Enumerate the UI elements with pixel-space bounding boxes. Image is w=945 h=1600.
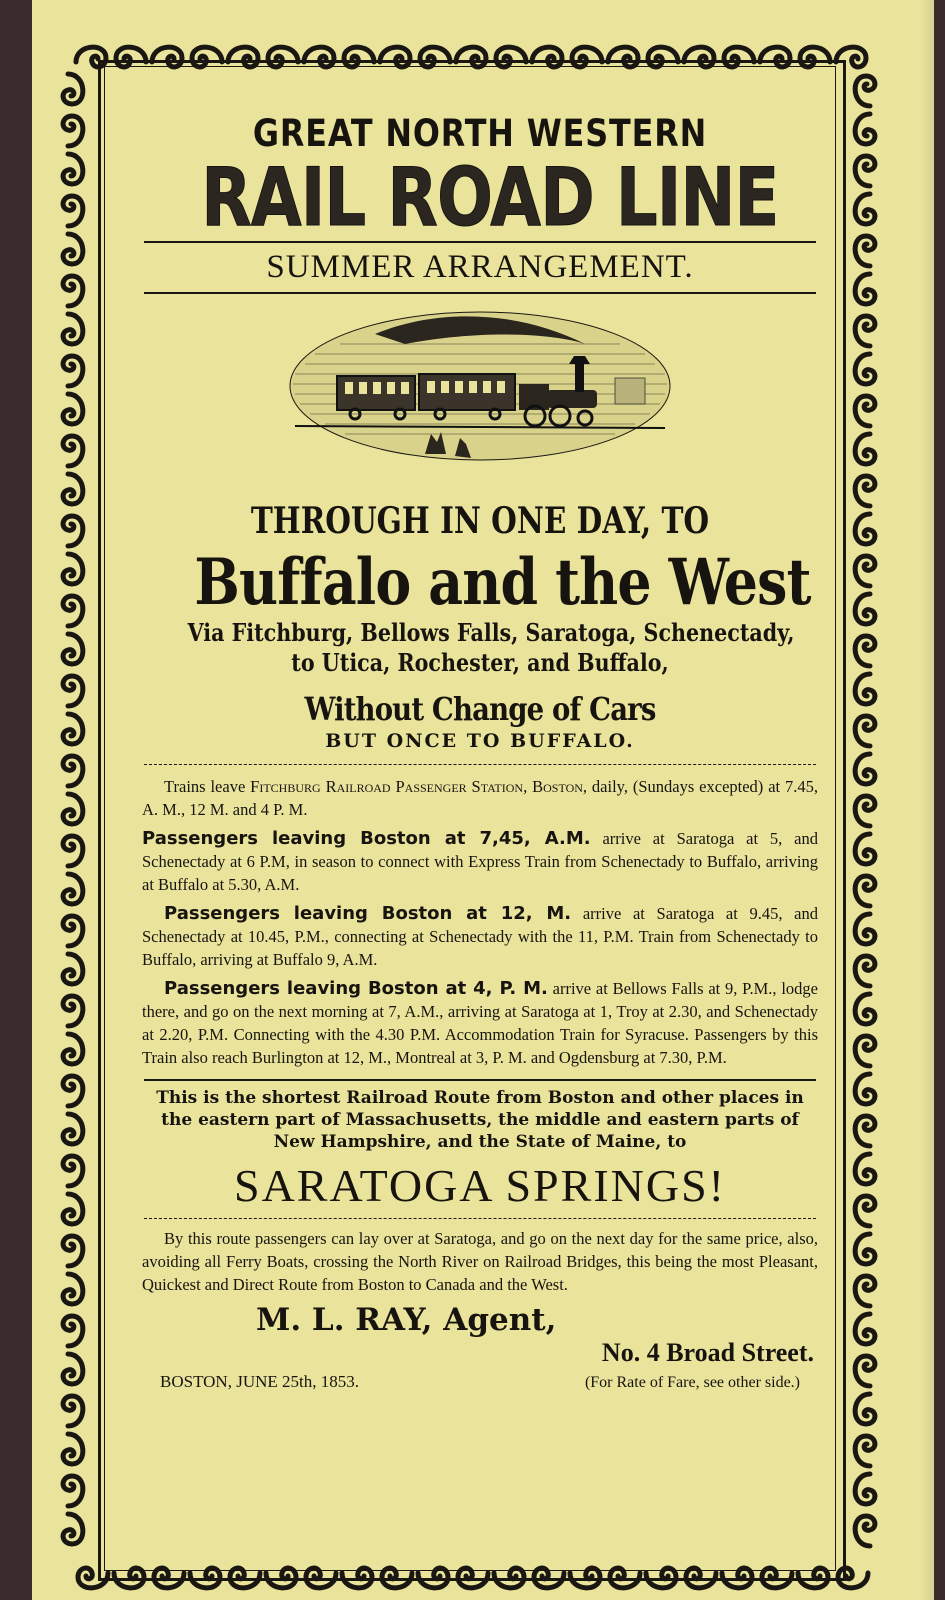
saratoga-springs-title: SARATOGA SPRINGS!: [233, 1160, 726, 1211]
agent-name: M. L. RAY, Agent,: [256, 1302, 557, 1338]
schedule-paragraph-2: Passengers leaving Boston at 7,45, A.M. arrive at Saratoga at 5, and Schenectady at 6 P.M, in season to connect with Express Train from Schenectady to Buffalo, arriving at Buffalo at 5.30, A.M.: [142, 828, 818, 894]
layover-divider: [144, 1218, 816, 1219]
headline-through: THROUGH IN ONE DAY, TO: [250, 500, 710, 542]
poster-content: [140, 100, 820, 1540]
title-divider-bottom: [144, 292, 816, 294]
layover-paragraph: By this route passengers can lay over at Saratoga, and go on the next day for the same price, also, avoiding all Ferry Boats, crossing the North River on Railroad Bridges, this being the most Pleasant, Quickest and Direct Route from Boston to Canada and the West.: [142, 1229, 818, 1294]
locomotive-engraving-icon: [285, 304, 675, 474]
schedule-paragraph-4: Passengers leaving Boston at 4, P. M. arrive at Bellows Falls at 9, P.M., lodge there, and go on the next morning at 7, A.M., arriving at Saratoga at 1, Troy at 2.30, and Schenectady at 2.20, P.M. Connecting with the 4.30 P.M. Accommodation Train for Syracuse. Passengers by this Train also reach Burlington at 12, M., Montreal at 3, P. M. and Ogdensburg at 7.30, P.M.: [142, 978, 818, 1067]
agent-address: No. 4 Broad Street.: [601, 1338, 814, 1367]
route-divider: [144, 1079, 816, 1081]
route-description: This is the shortest Railroad Route from Boston and other places in the eastern part of Massachusetts, the middle and eastern parts of New Hampshire, and the State of Maine, to: [156, 1088, 804, 1152]
headline-buffalo: Buffalo and the West: [194, 545, 811, 620]
poster-footer: [140, 1300, 820, 1390]
title-line-2: RAIL ROAD LINE: [201, 151, 779, 244]
title-line-3: SUMMER ARRANGEMENT.: [266, 249, 694, 285]
without-change-line: Without Change of Cars: [304, 690, 656, 728]
but-once-line: BUT ONCE TO BUFFALO.: [325, 730, 635, 752]
issue-date: BOSTON, JUNE 25th, 1853.: [160, 1372, 359, 1391]
schedule-paragraph-1: Trains leave Fitchburg Railroad Passenger Station, Boston, daily, (Sundays excepted) at 7.45, A. M., 12 M. and 4 P. M.: [142, 777, 818, 819]
schedule-divider: [144, 764, 816, 765]
title-line-1: GREAT NORTH WESTERN: [252, 112, 708, 155]
via-line-2: to Utica, Rochester, and Buffalo,: [291, 648, 669, 677]
schedule-paragraph-3: Passengers leaving Boston at 12, M. arrive at Saratoga at 9.45, and Schenectady at 10.45, P.M., connecting at Schenectady with the 11, P.M. Train from Schenectady to Buffalo, arriving at Buffalo 9, A.M.: [142, 903, 819, 969]
fare-note: (For Rate of Fare, see other side.): [584, 1374, 800, 1391]
via-line-1: Via Fitchburg, Bellows Falls, Saratoga, Schenectady,: [187, 618, 795, 647]
